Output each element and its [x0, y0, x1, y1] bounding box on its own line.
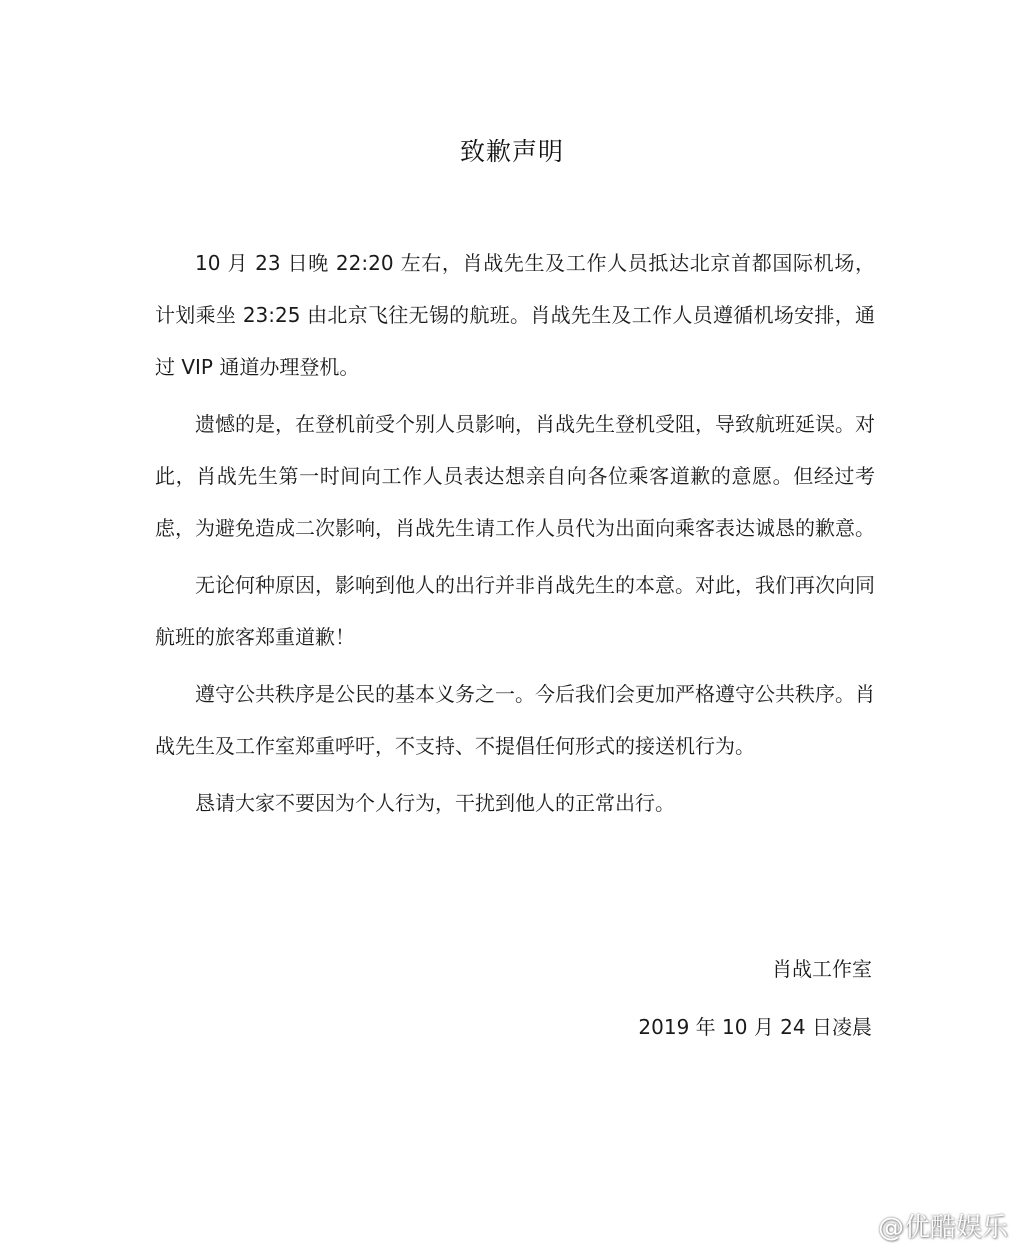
paragraph-apology: 无论何种原因，影响到他人的出行并非肖战先生的本意。对此，我们再次向同航班的旅客郑重道歉！: [155, 573, 875, 649]
watermark: [832, 1207, 1008, 1244]
paragraph-arrival: 10 月 23 日晚 22:20 左右，肖战先生及工作人员抵达北京首都国际机场，计划乘坐 23:25 由北京飞往无锡的航班。肖战先生及工作人员遵循机场安排，通过 VIP 通道办理登机。: [155, 251, 875, 379]
paragraph-public-order: 遵守公共秩序是公民的基本义务之一。今后我们会更加严格遵守公共秩序。肖战先生及工作室郑重呼吁，不支持、不提倡任何形式的接送机行为。: [155, 682, 875, 758]
weibo-icon: [832, 1211, 872, 1241]
signature-date: 2019 年 10 月 24 日凌晨: [638, 1015, 872, 1039]
document-body: [155, 237, 875, 829]
signature-name: 肖战工作室: [772, 957, 872, 981]
signature-block: [638, 940, 872, 1056]
paragraph-delay: 遗憾的是，在登机前受个别人员影响，肖战先生登机受阻，导致航班延误。对此，肖战先生第一时间向工作人员表达想亲自向各位乘客道歉的意愿。但经过考虑，为避免造成二次影响，肖战先生请工作人员代为出面向乘客表达诚恳的歉意。: [155, 412, 875, 540]
paragraph-request: 恳请大家不要因为个人行为，干扰到他人的正常出行。: [195, 791, 675, 815]
document-title: 致歉声明: [459, 137, 564, 166]
watermark-text: @优酷娱乐: [877, 1213, 1008, 1243]
